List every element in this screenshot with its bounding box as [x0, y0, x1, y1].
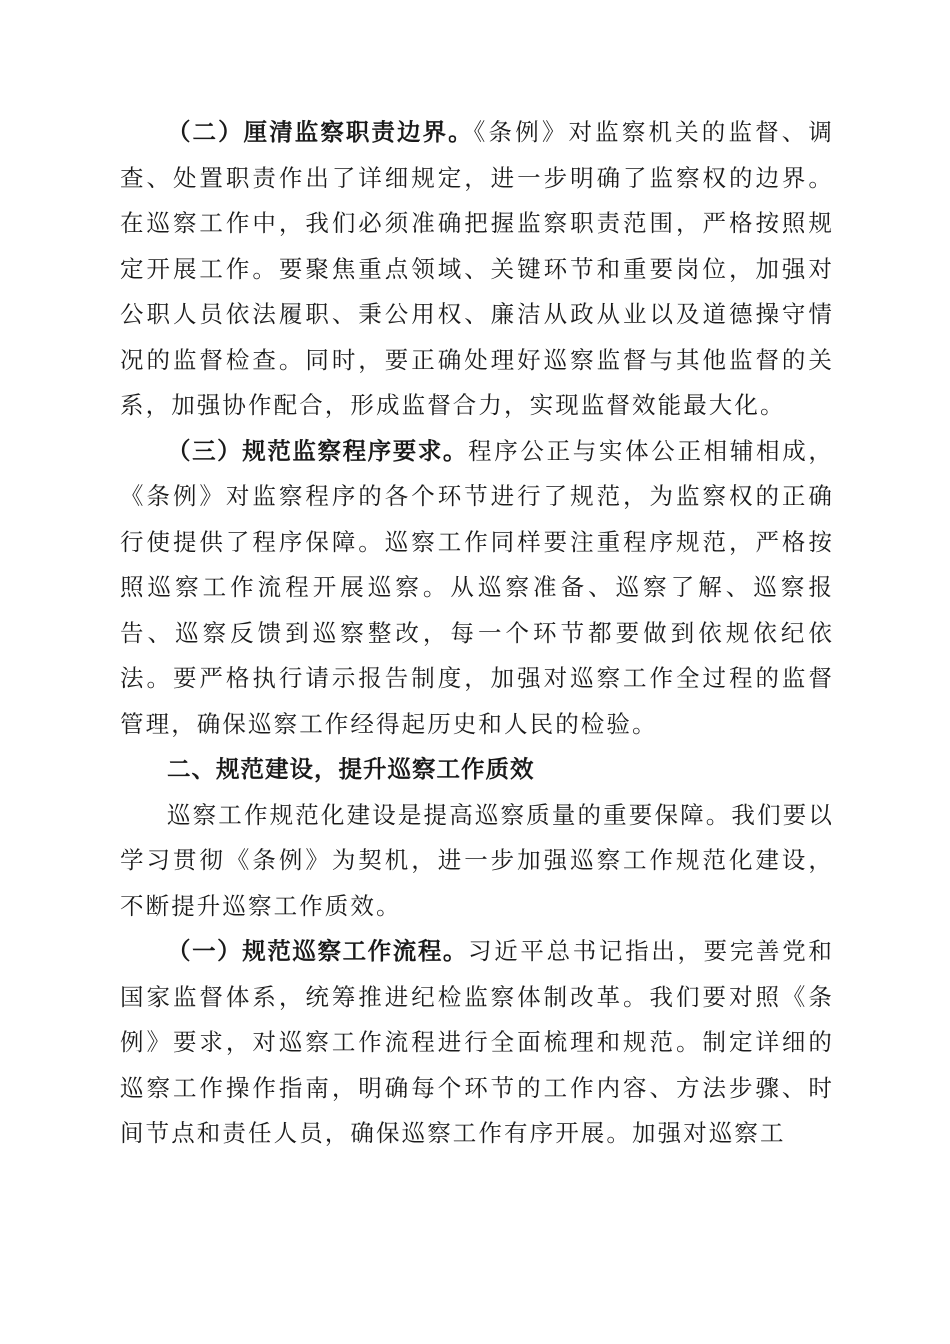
paragraph-procedure-requirements	[120, 429, 834, 748]
paragraph-intro	[120, 793, 834, 930]
section-heading	[120, 747, 834, 793]
section-heading-text: 二、规范建设，提升巡察工作质效	[167, 755, 535, 783]
document-body	[120, 110, 834, 1157]
paragraph-lead: （二）厘清监察职责边界。	[167, 118, 474, 146]
paragraph-text: 程序公正与实体公正相辅相成，《条例》对监察程序的各个环节进行了规范，为监察权的正确行使提供了程序保障。巡察工作同样要注重程序规范，严格按照巡察工作流程开展巡察。从巡察准备、巡察了解、巡察报告、巡察反馈到巡察整改，每一个环节都要做到依规依纪依法。要严格执行请示报告制度，加强对巡察工作全过程的监督管理，确保巡察工作经得起历史和人民的检验。	[120, 436, 835, 738]
paragraph-text: 巡察工作规范化建设是提高巡察质量的重要保障。我们要以学习贯彻《条例》为契机，进一步加强巡察工作规范化建设，不断提升巡察工作质效。	[120, 800, 834, 920]
paragraph-clarify-duties	[120, 110, 834, 429]
paragraph-text: 习近平总书记指出，要完善党和国家监督体系，统筹推进纪检监察体制改革。我们要对照《条例》要求，对巡察工作流程进行全面梳理和规范。制定详细的巡察工作操作指南，明确每个环节的工作内容、方法步骤、时间节点和责任人员，确保巡察工作有序开展。加强对巡察工	[120, 937, 835, 1147]
paragraph-text: 《条例》对监察机关的监督、调查、处置职责作出了详细规定，进一步明确了监察权的边界。在巡察工作中，我们必须准确把握监察职责范围，严格按照规定开展工作。要聚焦重点领域、关键环节和重要岗位，加强对公职人员依法履职、秉公用权、廉洁从政从业以及道德操守情况的监督检查。同时，要正确处理好巡察监督与其他监督的关系，加强协作配合，形成监督合力，实现监督效能最大化。	[120, 118, 835, 419]
paragraph-lead: （一）规范巡察工作流程。	[167, 937, 469, 965]
paragraph-standardize-process	[120, 929, 834, 1157]
paragraph-lead: （三）规范监察程序要求。	[167, 436, 469, 465]
